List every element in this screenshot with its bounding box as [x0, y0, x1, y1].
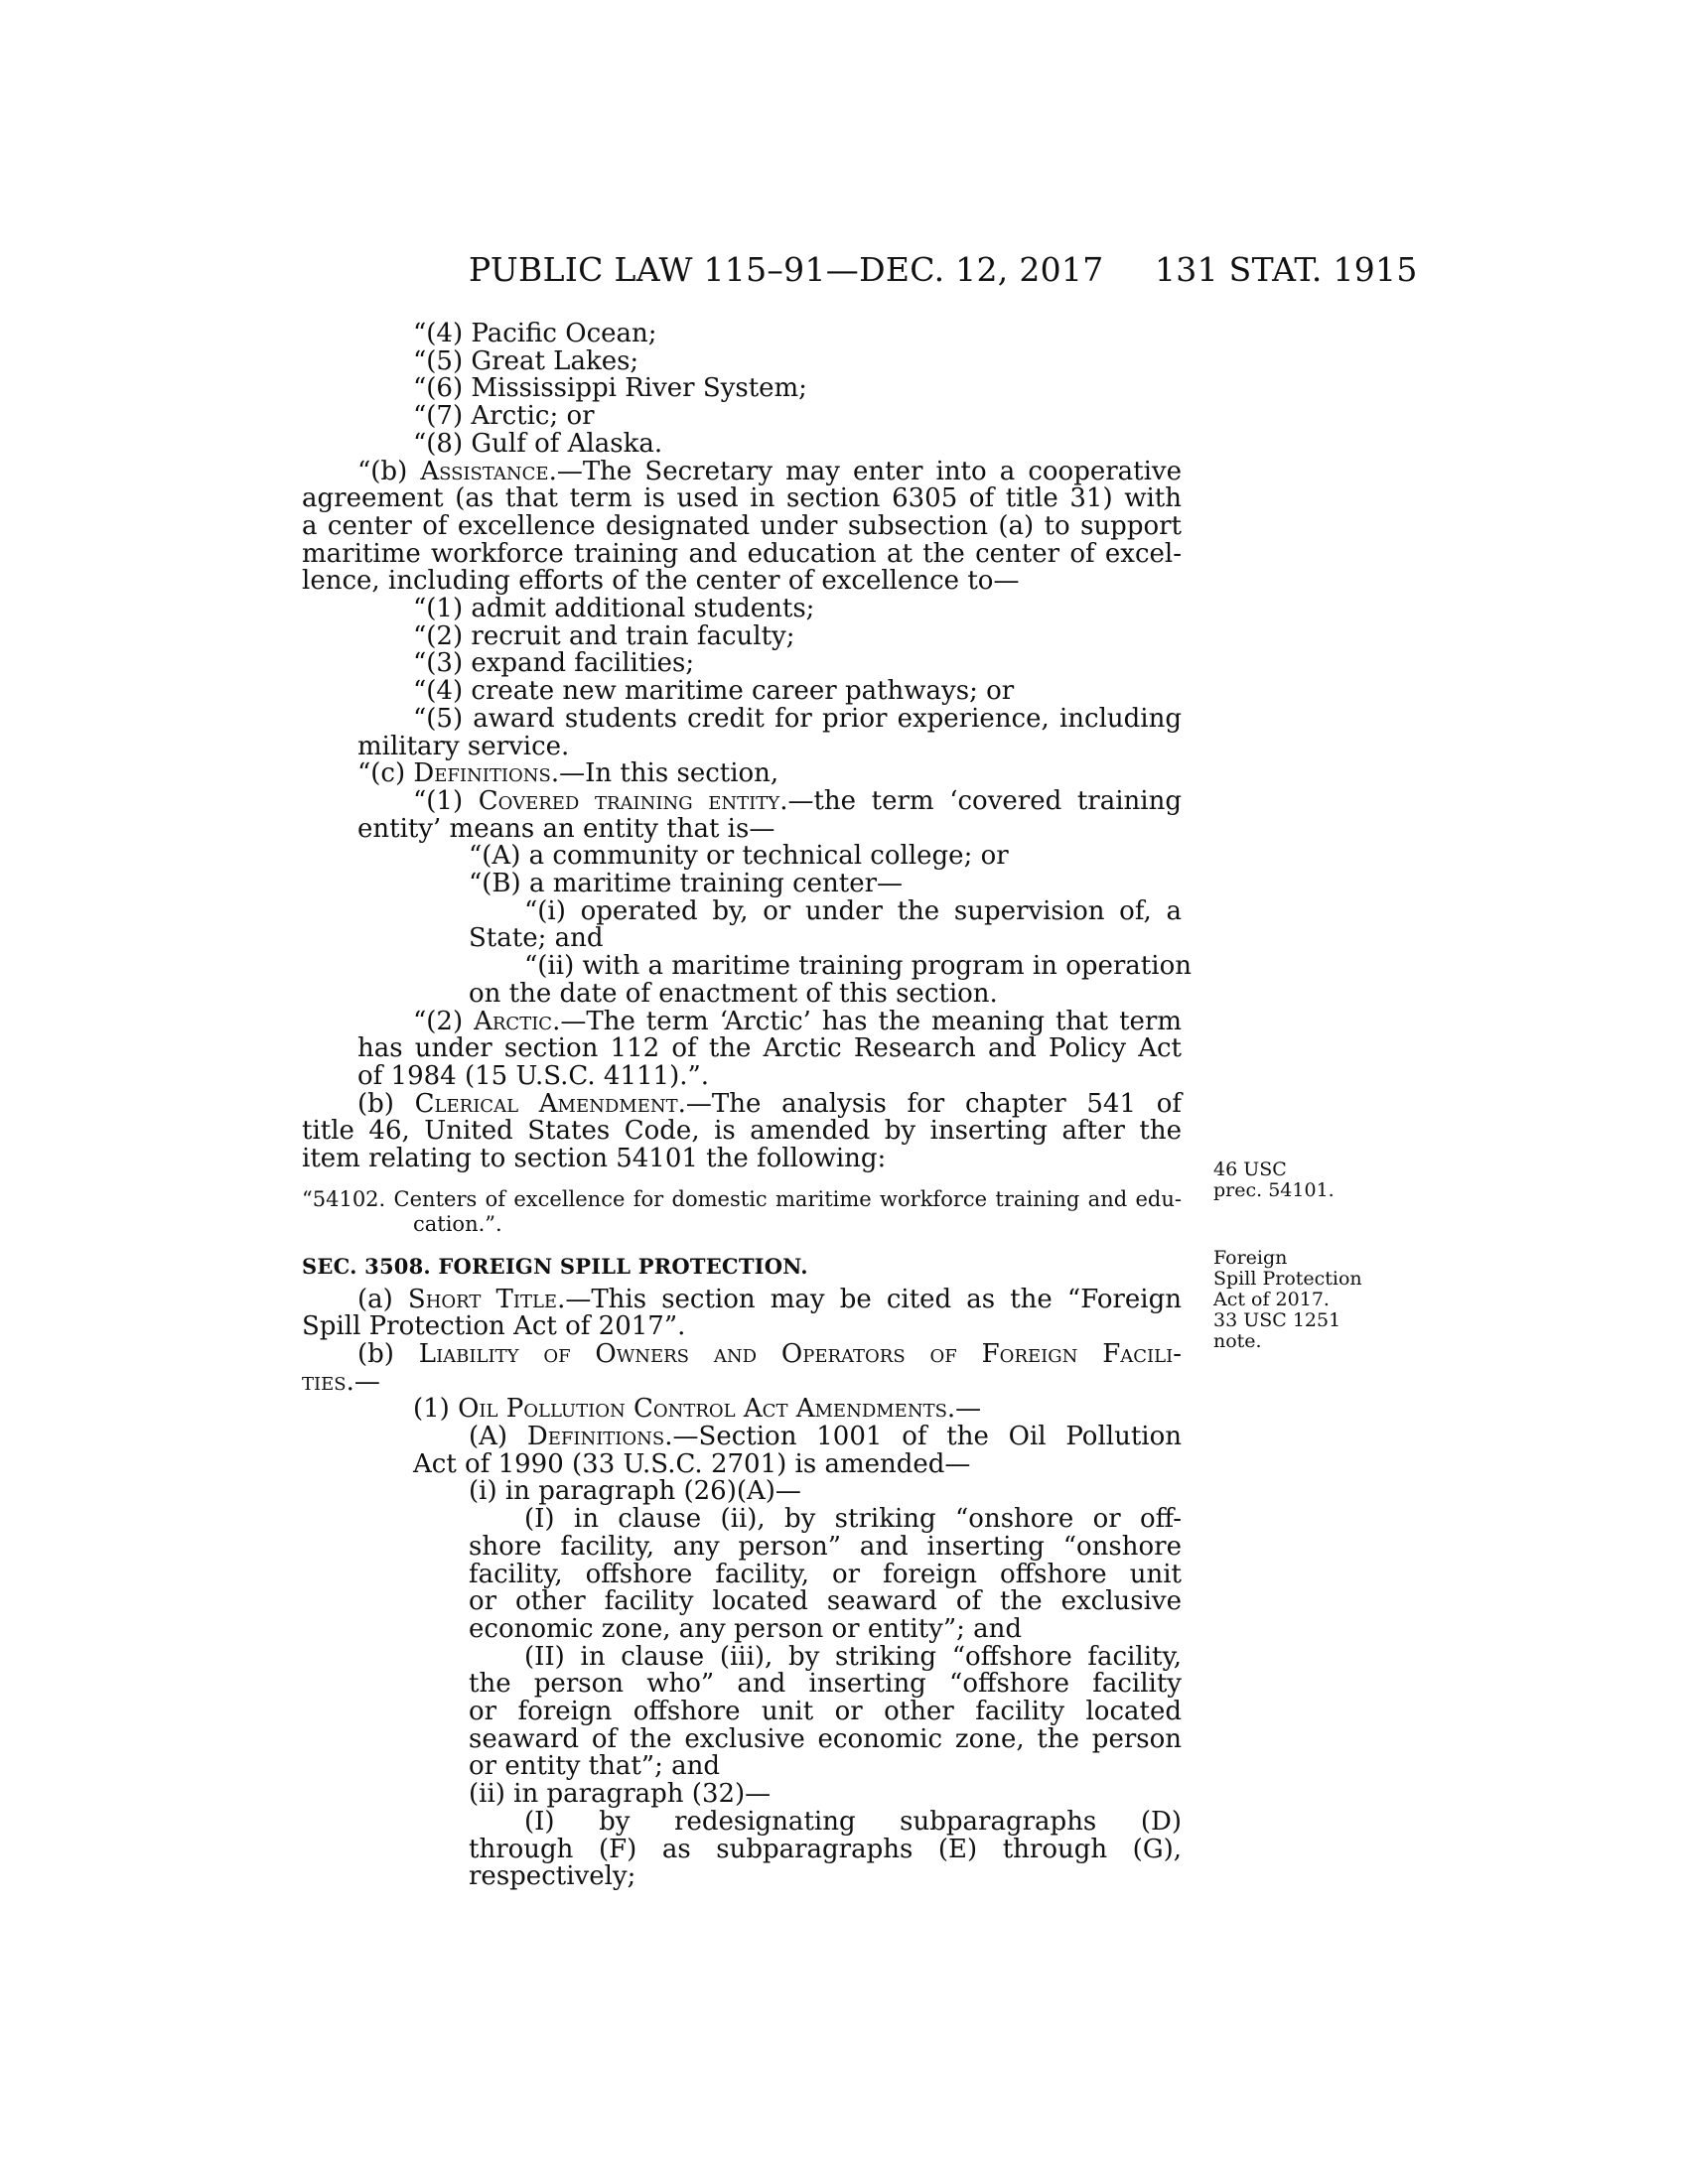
paragraph-heading: Oil Pollution Control Act Amendments [458, 1394, 947, 1425]
paragraph-heading: Covered training entity [478, 785, 780, 816]
running-header-title: PUBLIC LAW 115–91—DEC. 12, 2017 [469, 250, 1104, 289]
margin-note-usc-citation: 46 USC prec. 54101. [1213, 1159, 1335, 1201]
text-line: title 46, United States Code, is amended by inserting after the [302, 1116, 1182, 1147]
text-line: “(4) create new maritime career pathways; or [413, 676, 1015, 707]
text-line: “(i) operated by, or under the supervision of, a [524, 895, 1182, 926]
text-line: “(6) Mississippi River System; [413, 373, 807, 404]
text-line: a center of excellence designated under subsection (a) to support [302, 510, 1182, 541]
text-line: “(3) expand facilities; [413, 648, 695, 679]
text-line: Spill Protection Act of 2017”. [302, 1311, 686, 1342]
text-line: respectively; [469, 1861, 636, 1892]
text-line: “(c) Definitions.—In this section, [357, 758, 779, 789]
text-line: (I) by redesignating subparagraphs (D) [524, 1806, 1182, 1837]
paragraph-heading: Definitions [526, 1422, 665, 1452]
text-line: “(5) award students credit for prior experience, including [413, 703, 1182, 734]
text-line: entity’ means an entity that is— [357, 813, 775, 844]
text-line: “(A) a community or technical college; or [469, 841, 1009, 872]
text-line: “(2) recruit and train faculty; [413, 620, 795, 651]
text-line: “(1) Covered training entity.—the term ‘covered training [413, 785, 1183, 816]
text-line: Act of 1990 (33 U.S.C. 2701) is amended— [413, 1448, 971, 1479]
page-citation: 131 STAT. 1915 [1155, 250, 1418, 289]
text-line: (ii) in paragraph (32)— [469, 1779, 772, 1810]
text-line: or entity that”; and [469, 1751, 720, 1782]
text-line: on the date of enactment of this section. [469, 978, 998, 1009]
text-line: through (F) as subparagraphs (E) through (G), [469, 1834, 1182, 1864]
text-line: or other facility located seaward of the exclusive [469, 1586, 1182, 1617]
table-of-contents-item: “54102. Centers of excellence for domestic maritime workforce training and edu- [302, 1186, 1182, 1211]
subsection-heading: Short Title [407, 1284, 558, 1314]
subsection-heading: Assistance [420, 456, 549, 486]
section-heading: SEC. 3508. FOREIGN SPILL PROTECTION. [302, 1253, 808, 1279]
text-line: “(B) a maritime training center— [469, 869, 904, 899]
document-body [302, 319, 1192, 1892]
text-line: of 1984 (15 U.S.C. 4111).”. [357, 1060, 710, 1091]
text-line: military service. [357, 731, 570, 761]
subsection-heading: Definitions [413, 758, 551, 789]
text-line: the person who” and inserting “offshore facility [469, 1669, 1182, 1700]
text-line: (a) Short Title.—This section may be cited as the “Foreign [357, 1284, 1182, 1314]
text-line: or foreign offshore unit or other facility located [469, 1697, 1182, 1727]
text-line: (A) Definitions.—Section 1001 of the Oil Pollution [469, 1422, 1182, 1452]
text-line: seaward of the exclusive economic zone, the person [469, 1723, 1182, 1754]
text-line: “(7) Arctic; or [413, 401, 595, 432]
text-line: (b) Liability of Owners and Operators of Foreign Facili- [357, 1338, 1182, 1369]
table-of-contents-item: cation.”. [413, 1211, 502, 1236]
margin-note-short-title: Foreign Spill Protection Act of 2017. 33 USC 1251 note. [1213, 1247, 1362, 1352]
text-line: State; and [469, 923, 604, 954]
text-line: lence, including efforts of the center of excellence to— [302, 566, 1020, 597]
text-line: maritime workforce training and education at the center of excel- [302, 538, 1182, 569]
text-line: (i) in paragraph (26)(A)— [469, 1476, 801, 1507]
text-line: (II) in clause (iii), by striking “offshore facility, [524, 1641, 1182, 1672]
subsection-heading: Clerical Amendment [414, 1088, 678, 1119]
text-line: economic zone, any person or entity”; and [469, 1613, 1023, 1644]
text-line: “(8) Gulf of Alaska. [413, 428, 663, 459]
subsection-heading: Liability of Owners and Operators of Foreign Facili- [418, 1338, 1182, 1369]
text-line: item relating to section 54101 the following: [302, 1144, 887, 1174]
text-line: (1) Oil Pollution Control Act Amendments.— [413, 1394, 982, 1425]
text-line: “(b) Assistance.—The Secretary may enter into a cooperative [357, 456, 1182, 486]
text-line: agreement (as that term is used in section 6305 of title 31) with [302, 483, 1182, 514]
paragraph-heading: Arctic [474, 1006, 553, 1036]
text-line: facility, offshore facility, or foreign offshore unit [469, 1559, 1182, 1589]
text-line: “(5) Great Lakes; [413, 345, 639, 376]
text-line: “(2) Arctic.—The term ‘Arctic’ has the meaning that term [413, 1006, 1183, 1036]
text-line: “(1) admit additional students; [413, 594, 815, 624]
text-line: (I) in clause (ii), by striking “onshore or off- [524, 1504, 1182, 1535]
text-line: shore facility, any person” and inserting “onshore [469, 1531, 1182, 1562]
text-line: has under section 112 of the Arctic Research and Policy Act [357, 1033, 1182, 1064]
text-line: (b) Clerical Amendment.—The analysis for chapter 541 of [357, 1088, 1182, 1119]
text-line: “(ii) with a maritime training program in operation [524, 951, 1192, 982]
text-line: “(4) Pacific Ocean; [413, 319, 657, 348]
text-line: ties.— [302, 1366, 380, 1397]
